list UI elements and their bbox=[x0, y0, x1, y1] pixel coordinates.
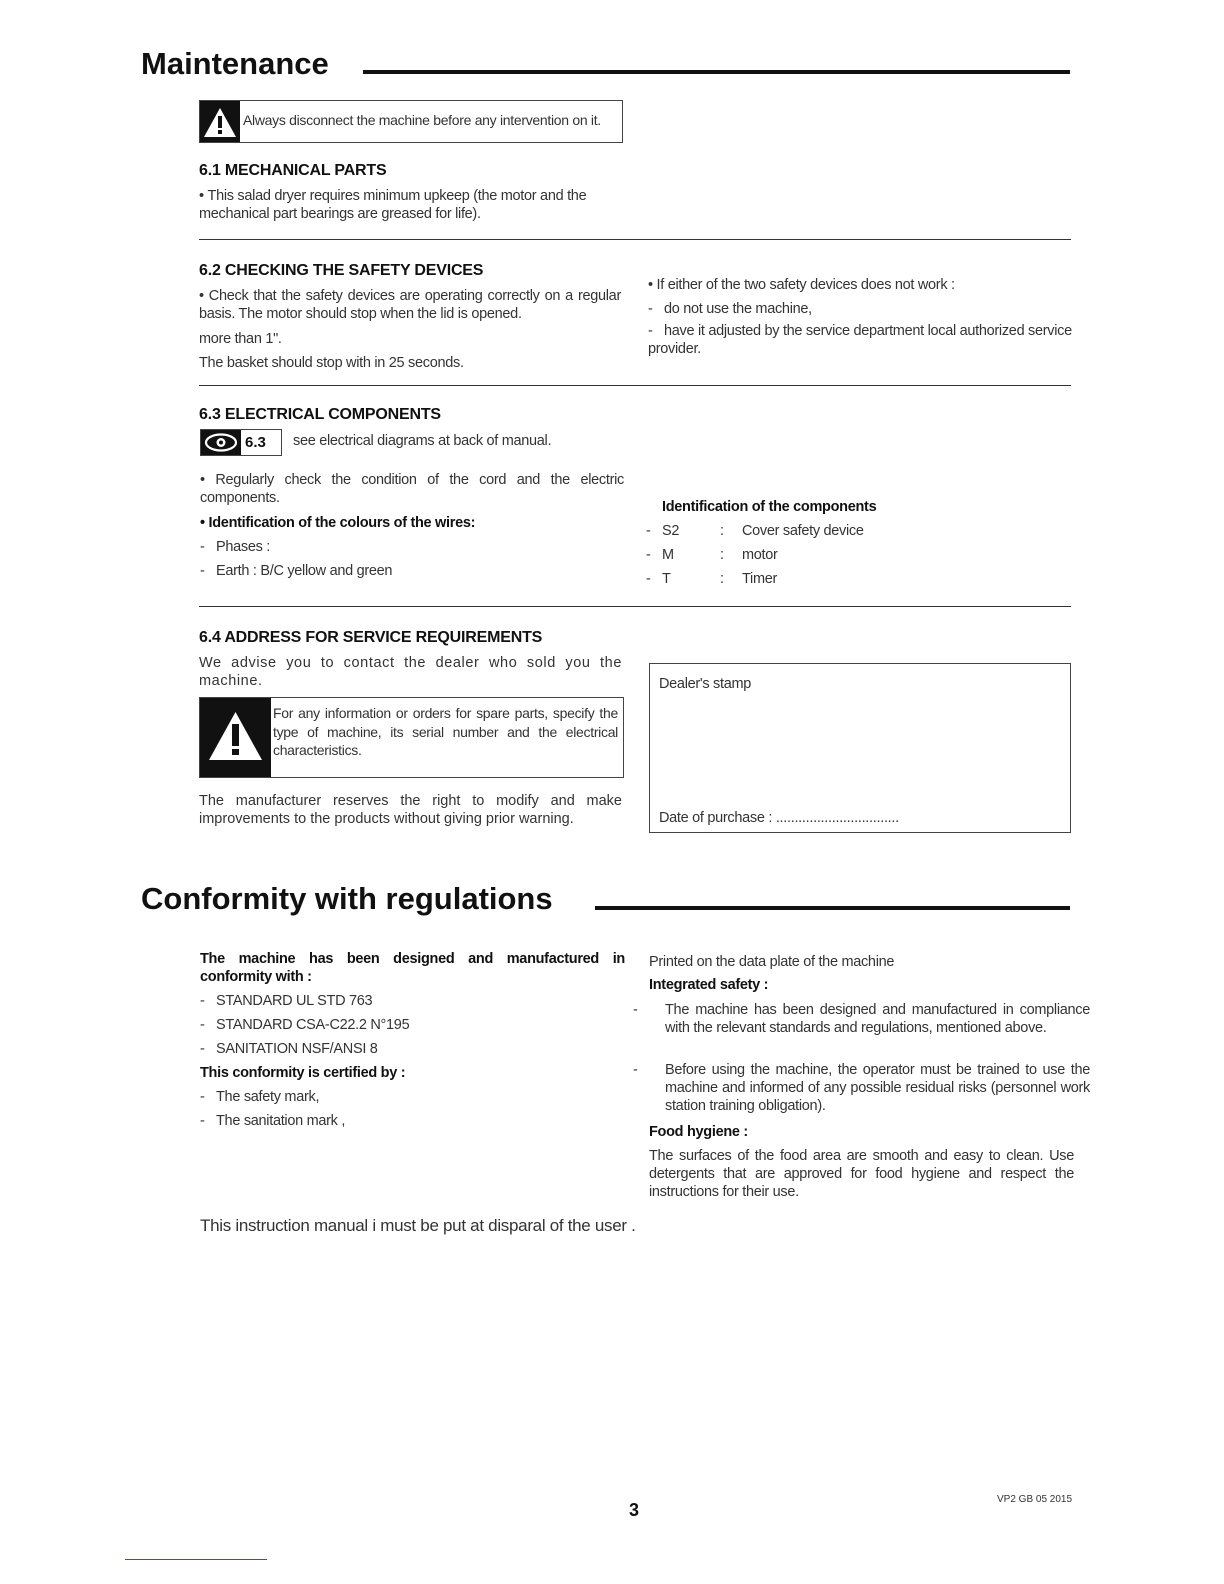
wires-heading: • Identification of the colours of the wires: bbox=[200, 515, 476, 531]
section-6-4-heading: ADDRESS FOR SERVICE REQUIREMENTS bbox=[224, 629, 543, 646]
bullet-icon: • bbox=[199, 288, 209, 304]
section-6-1-heading: MECHANICAL PARTS bbox=[224, 162, 387, 179]
component-row: - T : Timer bbox=[646, 571, 778, 587]
component-list bbox=[646, 522, 946, 594]
section-6-3-heading: ELECTRICAL COMPONENTS bbox=[224, 406, 441, 423]
component-row: - S2 : Cover safety device bbox=[646, 523, 864, 539]
divider bbox=[199, 385, 1071, 386]
designed-heading: The machine has been designed and manufactured in conformity with : bbox=[200, 951, 625, 985]
section-6-2-title bbox=[199, 262, 483, 280]
section-6-2-heading: CHECKING THE SAFETY DEVICES bbox=[224, 262, 484, 279]
section-6-2-left-bullet: • Check that the safety devices are operating correctly on a regular basis. The motor should stop when the lid is opened. bbox=[199, 288, 621, 322]
spare-parts-warning-box bbox=[199, 697, 624, 778]
section-6-2-right-item: - do not use the machine, bbox=[648, 301, 812, 317]
section-6-1-bullet: • This salad dryer requires minimum upkeep (the motor and the mechanical part bearings are greased for life). bbox=[199, 188, 587, 222]
date-of-purchase-label: Date of purchase : ................................. bbox=[659, 810, 899, 826]
dealer-stamp-label: Dealer's stamp bbox=[659, 676, 752, 692]
dealer-stamp-box bbox=[649, 663, 1071, 833]
conformity-title: Conformity with regulations bbox=[141, 881, 553, 916]
maintenance-title: Maintenance bbox=[141, 46, 329, 81]
wire-item: - Earth : B/C yellow and green bbox=[200, 563, 393, 579]
mark-item: - The safety mark, bbox=[200, 1089, 320, 1105]
bullet-icon: • bbox=[199, 188, 208, 204]
section-6-4-number: 6.4 bbox=[199, 629, 221, 646]
diamond-bullet-icon: • bbox=[200, 515, 209, 531]
section-6-2-right-item: - have it adjusted by the service department local authorized service provider. bbox=[648, 323, 1072, 357]
standard-item: - STANDARD CSA-C22.2 N°195 bbox=[200, 1017, 410, 1033]
section-6-2-number: 6.2 bbox=[199, 262, 221, 279]
disconnect-warning-text: Always disconnect the machine before any intervention on it. bbox=[243, 112, 601, 128]
mark-item: - The sanitation mark , bbox=[200, 1113, 346, 1129]
bullet-icon: • bbox=[648, 277, 657, 293]
section-6-3-number: 6.3 bbox=[199, 406, 221, 423]
section-6-2-left-line3: The basket should stop with in 25 seconds. bbox=[199, 355, 464, 371]
section-6-2-left-line2: more than 1". bbox=[199, 331, 282, 347]
section-6-3-bullet: • Regularly check the condition of the cord and the electric components. bbox=[200, 472, 625, 506]
divider bbox=[199, 606, 1071, 607]
food-hygiene-text: The surfaces of the food area are smooth and easy to clean. Use detergents that are approved for food hygiene and respect the instructions for their use. bbox=[649, 1148, 1074, 1200]
manual-reference-number: 6.3 bbox=[245, 434, 266, 451]
printed-note: Printed on the data plate of the machine bbox=[649, 954, 895, 970]
maintenance-title-rule bbox=[363, 70, 1070, 74]
disconnect-warning-box bbox=[199, 100, 623, 143]
integrated-safety-item: - Before using the machine, the operator must be trained to use the machine and informed of any possible residual risks (personnel work station training obligation). bbox=[633, 1062, 1090, 1114]
conformity-title-rule bbox=[595, 906, 1070, 910]
eye-icon bbox=[201, 430, 241, 455]
manual-reference-badge bbox=[200, 429, 282, 456]
integrated-safety-heading: Integrated safety : bbox=[649, 977, 769, 993]
divider bbox=[199, 239, 1071, 240]
standard-item: - STANDARD UL STD 763 bbox=[200, 993, 373, 1009]
section-6-4-title bbox=[199, 629, 542, 647]
components-heading: Identification of the components bbox=[662, 499, 877, 515]
document-code: VP2 GB 05 2015 bbox=[997, 1494, 1073, 1505]
certified-heading: This conformity is certified by : bbox=[200, 1065, 406, 1081]
manual-note: This instruction manual i must be put at disparal of the user . bbox=[200, 1216, 636, 1235]
footer-link-underline bbox=[125, 1559, 267, 1560]
section-6-1-title bbox=[199, 162, 386, 180]
integrated-safety-item: - The machine has been designed and manufactured in compliance with the relevant standards and regulations, mentioned above. bbox=[633, 1002, 1090, 1036]
wire-item: - Phases : bbox=[200, 539, 271, 555]
warning-icon bbox=[200, 101, 240, 142]
page-number: 3 bbox=[629, 1500, 640, 1520]
manufacturer-note: The manufacturer reserves the right to modify and make improvements to the products without giving prior warning. bbox=[199, 793, 622, 827]
component-row: - M : motor bbox=[646, 547, 778, 563]
manual-reference-text: see electrical diagrams at back of manual. bbox=[293, 433, 552, 449]
bullet-icon: • bbox=[200, 472, 216, 488]
section-6-2-right-bullet: • If either of the two safety devices does not work : bbox=[648, 277, 955, 293]
food-hygiene-heading: Food hygiene : bbox=[649, 1124, 748, 1140]
spare-parts-warning-text: For any information or orders for spare parts, specify the type of machine, its serial number and the electrical characteristics. bbox=[273, 705, 618, 758]
standard-item: - SANITATION NSF/ANSI 8 bbox=[200, 1041, 378, 1057]
advise-text: We advise you to contact the dealer who sold you the machine. bbox=[199, 655, 622, 689]
warning-icon bbox=[200, 698, 271, 777]
section-6-1-number: 6.1 bbox=[199, 162, 221, 179]
section-6-3-title bbox=[199, 406, 441, 424]
